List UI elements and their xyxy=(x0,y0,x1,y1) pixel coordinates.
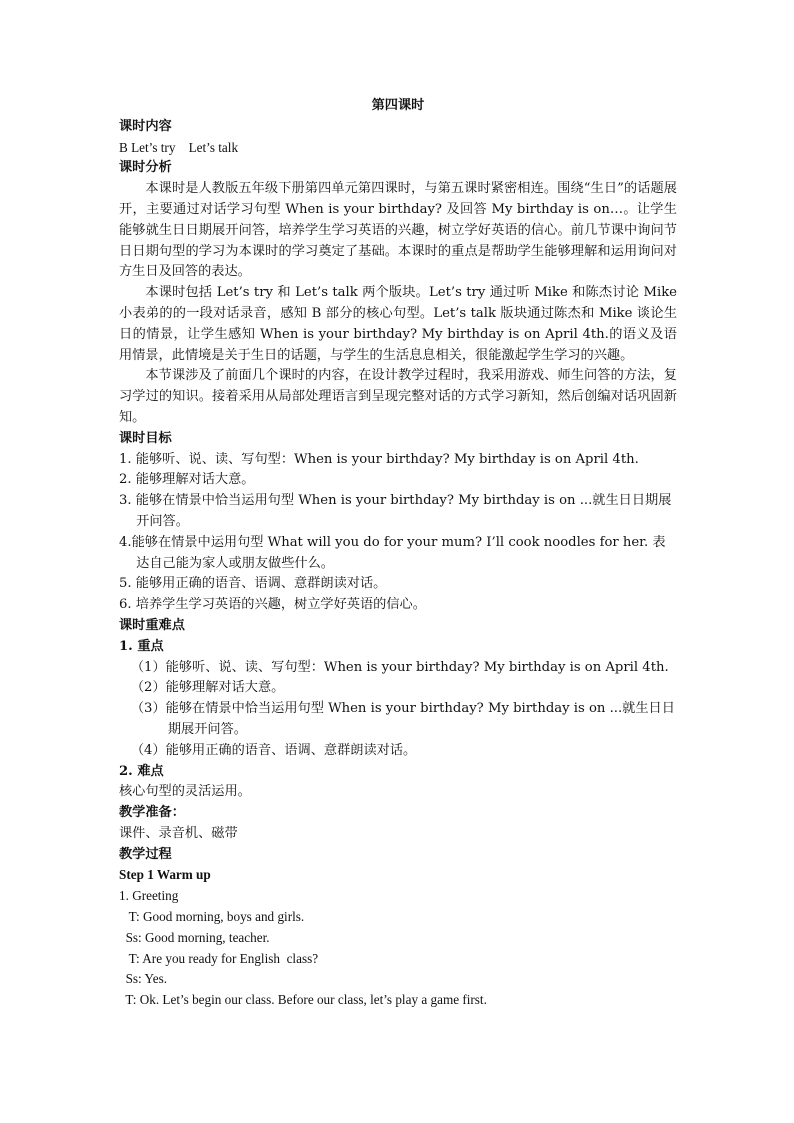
difficult-heading: 2. 难点 xyxy=(119,763,164,779)
difficult-text: 核心句型的灵活运用。 xyxy=(119,784,251,800)
greeting-heading: 1. Greeting xyxy=(119,888,179,904)
document-page xyxy=(119,96,677,1011)
process-heading: 教学过程 xyxy=(119,846,172,862)
analysis-paragraph-2: 本课时包括 Let’s try 和 Let’s talk 两个版块。Let’s try 通过听 Mike 和陈杰讨论 Mike 小表弟的的一段对话录音，感知 B 部分的核心句型。Let’s talk 版块通过陈杰和 Mike 谈论生日的情景，让学生感知 When is your birthday? My birthday is on April 4th.的语义及语用情景，此情境是关于生日的话题，与学生的生活息息相关，很能激起学生学习的兴趣。 xyxy=(119,285,677,363)
key-item-2: （2）能够理解对话大意。 xyxy=(130,680,285,696)
dialogue-line: Ss: Good morning, teacher. xyxy=(119,929,270,945)
keypoints-heading: 课时重难点 xyxy=(119,617,185,633)
goal-item-2: 2. 能够理解对话大意。 xyxy=(119,472,255,488)
lesson-title: 第四课时 xyxy=(371,98,425,113)
goal-item-6: 6. 培养学生学习英语的兴趣，树立学好英语的信心。 xyxy=(119,597,426,613)
goal-item-4: 4.能够在情景中运用句型 What will you do for your mum? I’ll cook noodles for her. 表达自己能为家人或朋友做些什么。 xyxy=(119,534,666,571)
key-heading: 1. 重点 xyxy=(119,638,164,654)
content-text: B Let’s try Let’s talk xyxy=(119,139,239,155)
key-list xyxy=(119,658,677,762)
dialogue-line: T: Good morning, boys and girls. xyxy=(119,909,305,925)
dialogue-line: T: Are you ready for English class? xyxy=(119,950,319,966)
prep-text: 课件、录音机、磁带 xyxy=(119,825,238,841)
key-item-3: （3）能够在情景中恰当运用句型 When is your birthday? My birthday is on ...就生日日期展开问答。 xyxy=(130,701,675,737)
key-item-4: （4）能够用正确的语音、语调、意群朗读对话。 xyxy=(130,742,417,758)
goals-heading: 课时目标 xyxy=(119,430,172,446)
dialogue-line: Ss: Yes. xyxy=(119,971,168,987)
dialogue-line: T: Ok. Let’s begin our class. Before our class, let’s play a game first. xyxy=(119,992,487,1008)
prep-heading: 教学准备： xyxy=(119,805,185,821)
step1-heading: Step 1 Warm up xyxy=(119,867,211,883)
goal-item-5: 5. 能够用正确的语音、语调、意群朗读对话。 xyxy=(119,576,387,592)
goal-item-1: 1. 能够听、说、读、写句型：When is your birthday? My birthday is on April 4th. xyxy=(119,451,639,467)
key-item-1: （1）能够听、说、读、写句型：When is your birthday? My birthday is on April 4th. xyxy=(130,659,669,675)
analysis-paragraph-1: 本课时是人教版五年级下册第四单元第四课时，与第五课时紧密相连。围绕“生日”的话题展开，主要通过对话学习句型 When is your birthday? 及回答 My birthday is on…。让学生能够就生日日期展开问答，培养学生学习英语的兴趣，树立学好英语的信心。前几节课中询问节日日期句型的学习为本课时的学习奠定了基础。本课时的重点是帮助学生能够理解和运用询问对方生日及回答的表达。 xyxy=(119,181,677,280)
analysis-paragraph-3: 本节课涉及了前面几个课时的内容，在设计教学过程时，我采用游戏、师生问答的方法，复习学过的知识。接着采用从局部处理语言到呈现完整对话的方式学习新知，然后创编对话巩固新知。 xyxy=(119,368,677,425)
content-heading: 课时内容 xyxy=(119,118,172,134)
analysis-heading: 课时分析 xyxy=(119,160,172,176)
goal-item-3: 3. 能够在情景中恰当运用句型 When is your birthday? My birthday is on ...就生日日期展开问答。 xyxy=(119,493,672,529)
